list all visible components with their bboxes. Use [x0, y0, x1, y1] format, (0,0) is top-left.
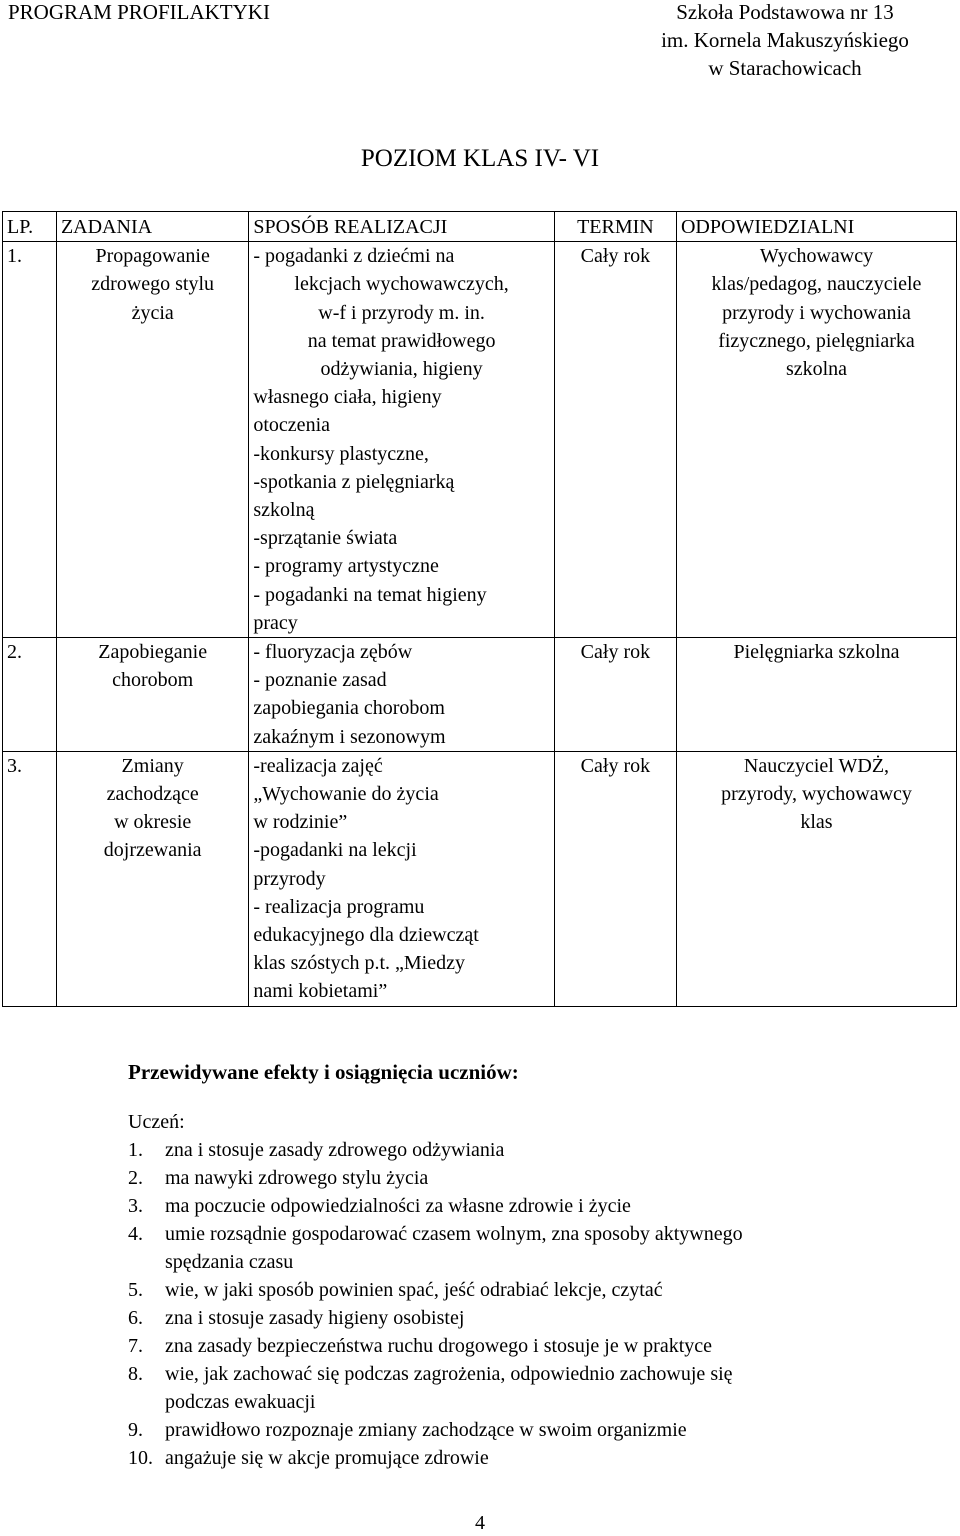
- list-item-number: 1.: [128, 1139, 143, 1161]
- list-item-text: wie, jak zachować się podczas zagrożenia, odpowiednio zachowuje się: [165, 1363, 733, 1385]
- method-line: - pogadanki na temat higieny: [253, 583, 487, 606]
- effects-subject: Uczeń:: [128, 1111, 185, 1133]
- list-item-number: 7.: [128, 1335, 143, 1357]
- method-cell: [249, 242, 554, 638]
- list-item: [128, 1164, 928, 1192]
- list-item-text: wie, w jaki sposób powinien spać, jeść odrabiać lekcje, czytać: [165, 1279, 663, 1301]
- list-item-number: 10.: [128, 1447, 153, 1469]
- task-line: zachodzące: [106, 783, 199, 806]
- term-cell: Cały rok: [554, 638, 676, 752]
- task-line: dojrzewania: [103, 839, 202, 862]
- method-line: otoczenia: [253, 414, 330, 437]
- method-line: - pogadanki z dziećmi na: [253, 245, 455, 268]
- method-line: przyrody: [253, 867, 326, 890]
- method-line: - programy artystyczne: [253, 555, 439, 578]
- row-number: 3.: [3, 751, 57, 1006]
- responsible-line: przyrody i wychowania: [722, 301, 911, 324]
- method-cell: [249, 751, 554, 1006]
- list-item-number: 3.: [128, 1195, 143, 1217]
- list-item-number: 4.: [128, 1223, 143, 1245]
- row-number: 1.: [3, 242, 57, 638]
- method-line: edukacyjnego dla dziewcząt: [253, 924, 479, 947]
- method-line: - fluoryzacja zębów: [253, 641, 413, 664]
- list-item-text: zna i stosuje zasady higieny osobistej: [165, 1307, 465, 1329]
- list-item-text: zna zasady bezpieczeństwa ruchu drogowego i stosuje je w praktyce: [165, 1335, 713, 1357]
- list-item: [128, 1360, 928, 1416]
- task-line: życia: [131, 301, 174, 324]
- responsible-line: szkolna: [785, 358, 848, 381]
- column-header-tasks: ZADANIA: [56, 212, 248, 242]
- table-row: [3, 638, 957, 752]
- column-header-responsible: ODPOWIEDZIALNI: [676, 212, 956, 242]
- column-header-term: TERMIN: [554, 212, 676, 242]
- method-line: zapobiegania chorobom: [253, 697, 445, 720]
- list-item-number: 9.: [128, 1419, 143, 1441]
- term-cell: Cały rok: [554, 751, 676, 1006]
- column-header-lp: LP.: [3, 212, 57, 242]
- task-line: Propagowanie: [95, 245, 210, 268]
- method-line: pracy: [253, 611, 298, 634]
- effects-title: Przewidywane efekty i osiągnięcia uczniów:: [128, 1060, 519, 1084]
- method-line: odżywiania, higieny: [320, 358, 483, 381]
- responsible-cell: [676, 242, 956, 638]
- method-line: szkolną: [253, 499, 315, 522]
- method-line: -spotkania z pielęgniarką: [253, 470, 455, 493]
- task-line: chorobom: [112, 669, 194, 692]
- method-cell: [249, 638, 554, 752]
- method-line: w-f i przyrody m. in.: [318, 301, 485, 324]
- level-title: POZIOM KLAS IV- VI: [360, 145, 600, 172]
- method-line: -pogadanki na lekcji: [253, 839, 417, 862]
- method-line: -sprzątanie świata: [253, 527, 398, 550]
- responsible-line: klas/pedagog, nauczyciele: [711, 273, 922, 296]
- list-item-text: zna i stosuje zasady zdrowego odżywiania: [165, 1139, 505, 1161]
- task-cell: [56, 751, 248, 1006]
- table-row: [3, 242, 957, 638]
- school-name-line: Szkoła Podstawowa nr 13: [676, 0, 894, 24]
- list-item: [128, 1444, 928, 1472]
- responsible-line: fizycznego, pielęgniarka: [718, 329, 915, 352]
- table-header-row: [3, 212, 957, 242]
- list-item: [128, 1332, 928, 1360]
- task-cell: [56, 638, 248, 752]
- method-line: -konkursy plastyczne,: [253, 442, 429, 465]
- table-row: [3, 751, 957, 1006]
- list-item: [128, 1192, 928, 1220]
- list-item-text: umie rozsądnie gospodarować czasem wolnym, zna sposoby aktywnego: [165, 1223, 743, 1245]
- method-line: -realizacja zajęć: [253, 754, 383, 777]
- list-item-text: angażuje się w akcje promujące zdrowie: [165, 1447, 489, 1469]
- list-item: [128, 1276, 928, 1304]
- method-line: zakaźnym i sezonowym: [253, 725, 446, 748]
- school-name-block: [620, 0, 950, 82]
- document-header-title: PROGRAM PROFILAKTYKI: [8, 0, 270, 24]
- row-number: 2.: [3, 638, 57, 752]
- expected-effects-section: [128, 1058, 928, 1472]
- term-cell: Cały rok: [554, 242, 676, 638]
- program-table: [2, 211, 957, 1007]
- list-item: [128, 1220, 928, 1276]
- method-line: własnego ciała, higieny: [253, 386, 442, 409]
- list-item-text: spędzania czasu: [165, 1251, 294, 1273]
- list-item-number: 8.: [128, 1363, 143, 1385]
- responsible-line: Pielęgniarka szkolna: [733, 641, 900, 664]
- school-name-line: im. Kornela Makuszyńskiego: [661, 28, 909, 52]
- list-item: [128, 1136, 928, 1164]
- method-line: - realizacja programu: [253, 895, 425, 918]
- list-item: [128, 1304, 928, 1332]
- list-item-number: 5.: [128, 1279, 143, 1301]
- task-line: zdrowego stylu: [91, 273, 215, 296]
- responsible-cell: [676, 638, 956, 752]
- list-item-text: ma poczucie odpowiedzialności za własne zdrowie i życie: [165, 1195, 631, 1217]
- page-number: 4: [475, 1512, 485, 1534]
- school-name-line: w Starachowicach: [708, 56, 862, 80]
- method-line: nami kobietami”: [253, 980, 388, 1003]
- method-line: klas szóstych p.t. „Miedzy: [253, 952, 465, 975]
- method-line: w rodzinie”: [253, 811, 348, 834]
- list-item: [128, 1416, 928, 1444]
- task-cell: [56, 242, 248, 638]
- responsible-line: klas: [800, 811, 833, 834]
- task-line: Zapobieganie: [98, 641, 208, 664]
- column-header-method: SPOSÓB REALIZACJI: [249, 212, 554, 242]
- method-line: lekcjach wychowawczych,: [294, 273, 509, 296]
- method-line: - poznanie zasad: [253, 669, 387, 692]
- responsible-line: przyrody, wychowawcy: [721, 783, 912, 806]
- method-line: „Wychowanie do życia: [253, 783, 439, 806]
- task-line: Zmiany: [121, 754, 184, 777]
- task-line: w okresie: [114, 811, 192, 834]
- method-line: na temat prawidłowego: [307, 329, 496, 352]
- responsible-line: Wychowawcy: [759, 245, 874, 268]
- list-item-number: 2.: [128, 1167, 143, 1189]
- responsible-line: Nauczyciel WDŻ,: [743, 754, 890, 777]
- effects-list: [128, 1136, 928, 1472]
- list-item-number: 6.: [128, 1307, 143, 1329]
- responsible-cell: [676, 751, 956, 1006]
- list-item-text: prawidłowo rozpoznaje zmiany zachodzące w swoim organizmie: [165, 1419, 687, 1441]
- list-item-text: ma nawyki zdrowego stylu życia: [165, 1167, 429, 1189]
- list-item-text: podczas ewakuacji: [165, 1391, 316, 1413]
